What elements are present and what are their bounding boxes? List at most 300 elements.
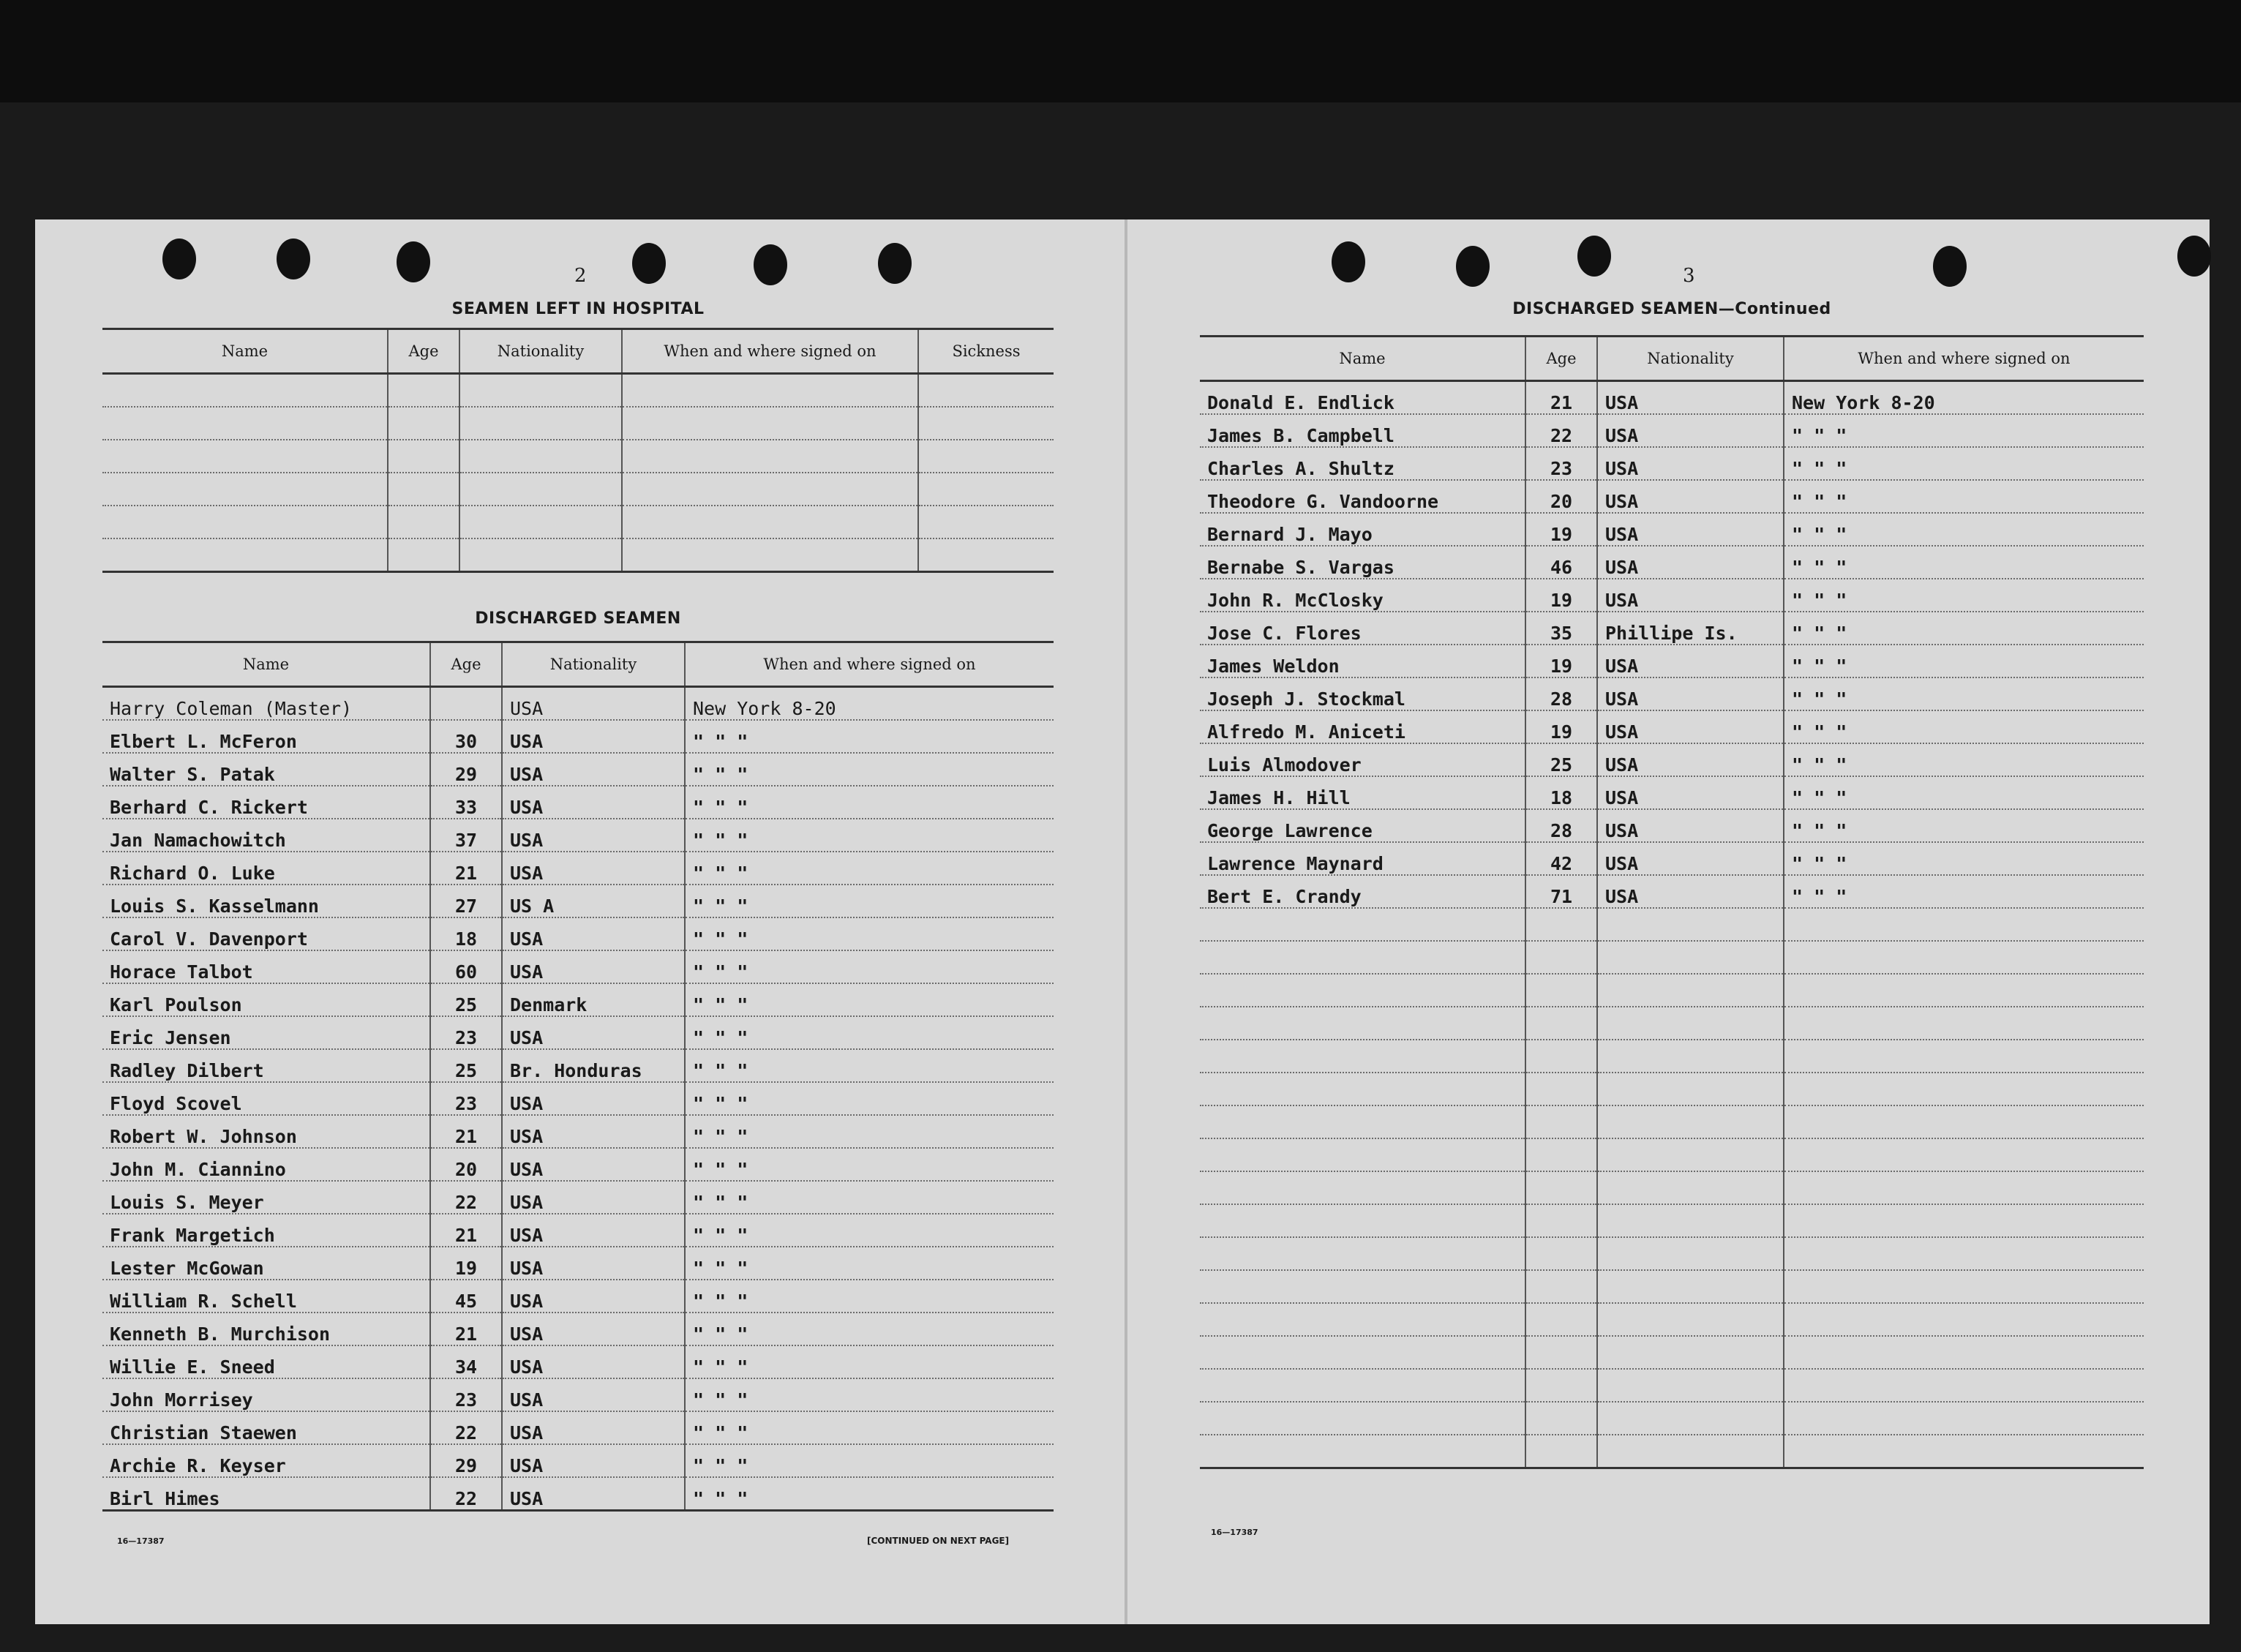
cell-signed-on: " " "	[685, 1181, 1054, 1214]
cell-nationality: USA	[502, 852, 685, 885]
cell-signed-on: " " "	[685, 885, 1054, 917]
discharged-table	[102, 641, 1054, 1512]
cell-age: 37	[430, 819, 502, 852]
cell-nationality: USA	[502, 1148, 685, 1181]
table-row	[102, 1115, 1054, 1148]
cell-age: 18	[430, 917, 502, 950]
cell-nationality	[1597, 1007, 1784, 1040]
cell-signed-on: " " "	[1784, 546, 2144, 579]
hospital-section-title: SEAMEN LEFT IN HOSPITAL	[451, 300, 705, 318]
cell-signed-on	[1784, 974, 2144, 1007]
cell-age: 45	[430, 1280, 502, 1313]
cell-age: 21	[1525, 381, 1597, 415]
cell-signed-on: " " "	[685, 1444, 1054, 1477]
cell-age: 28	[1525, 809, 1597, 842]
table-row	[1200, 1171, 2144, 1204]
column-header-signed-on: When and where signed on	[1784, 337, 2144, 381]
cell-name	[1200, 1237, 1525, 1270]
cell-nationality: USA	[1597, 677, 1784, 710]
cell-name: John M. Ciannino	[102, 1148, 430, 1181]
discharged-section-title: DISCHARGED SEAMEN	[475, 609, 681, 628]
punch-hole	[1456, 246, 1490, 287]
cell-nationality: USA	[1597, 546, 1784, 579]
table-row	[1200, 677, 2144, 710]
cell-age	[1525, 908, 1597, 941]
cell-name: Elbert L. McFeron	[102, 720, 430, 753]
column-header-name: Name	[102, 329, 388, 374]
table-row	[1200, 579, 2144, 612]
cell-name	[1200, 1171, 1525, 1204]
cell-name	[1200, 1105, 1525, 1138]
cell-name: Christian Staewen	[102, 1411, 430, 1444]
cell-nationality	[1597, 1171, 1784, 1204]
cell-signed-on	[1784, 1336, 2144, 1369]
table-row	[1200, 612, 2144, 645]
cell-nationality: Denmark	[502, 983, 685, 1016]
cell-signed-on: " " "	[685, 720, 1054, 753]
cell-signed-on: " " "	[1784, 809, 2144, 842]
cell-nationality	[1597, 1204, 1784, 1237]
punch-hole	[2177, 236, 2211, 277]
cell-age: 21	[430, 1115, 502, 1148]
cell-name: Karl Poulson	[102, 983, 430, 1016]
cell-signed-on: " " "	[1784, 776, 2144, 809]
hospital-table	[102, 328, 1054, 573]
cell-age	[1525, 1237, 1597, 1270]
cell-signed-on: New York 8-20	[685, 687, 1054, 721]
cell-signed-on	[1784, 1105, 2144, 1138]
cell-age	[1525, 1270, 1597, 1303]
cell-name: Theodore G. Vandoorne	[1200, 480, 1525, 513]
cell-nationality: USA	[502, 1082, 685, 1115]
table-row	[1200, 381, 2144, 415]
cell-signed-on	[1784, 1171, 2144, 1204]
column-header-age: Age	[430, 642, 502, 687]
cell-name: Birl Himes	[102, 1477, 430, 1511]
table-row	[1200, 1007, 2144, 1040]
cell-signed-on	[1784, 1040, 2144, 1073]
cell-signed-on: " " "	[685, 1345, 1054, 1378]
table-row	[1200, 1369, 2144, 1402]
cell-age: 25	[430, 983, 502, 1016]
table-row	[102, 1411, 1054, 1444]
cell-name: Eric Jensen	[102, 1016, 430, 1049]
cell-nationality: USA	[502, 1378, 685, 1411]
table-row	[1200, 447, 2144, 480]
table-row	[102, 1280, 1054, 1313]
cell-nationality: USA	[1597, 743, 1784, 776]
cell-signed-on: " " "	[1784, 677, 2144, 710]
cell-signed-on: " " "	[685, 753, 1054, 786]
cell-name	[1200, 1270, 1525, 1303]
cell-nationality: USA	[1597, 447, 1784, 480]
cell-name: Alfredo M. Aniceti	[1200, 710, 1525, 743]
cell-nationality: USA	[502, 1313, 685, 1345]
cell-age	[1525, 1138, 1597, 1171]
table-row	[102, 407, 1054, 440]
cell-age	[1525, 1105, 1597, 1138]
cell-signed-on: " " "	[685, 1049, 1054, 1082]
cell-nationality: USA	[1597, 809, 1784, 842]
cell-age	[1525, 1073, 1597, 1105]
table-row	[1200, 414, 2144, 447]
cell-nationality: USA	[1597, 776, 1784, 809]
table-row	[1200, 743, 2144, 776]
cell-signed-on	[1784, 1073, 2144, 1105]
table-row	[102, 538, 1054, 572]
cell-name: John R. McClosky	[1200, 579, 1525, 612]
cell-nationality	[1597, 1336, 1784, 1369]
cell-signed-on: " " "	[1784, 645, 2144, 677]
table-row	[102, 885, 1054, 917]
cell-age: 42	[1525, 842, 1597, 875]
cell-name: Floyd Scovel	[102, 1082, 430, 1115]
cell-signed-on: " " "	[1784, 875, 2144, 908]
cell-nationality: USA	[502, 1247, 685, 1280]
table-row	[102, 983, 1054, 1016]
table-row	[102, 1444, 1054, 1477]
punch-hole	[277, 239, 310, 279]
cell-name	[1200, 1369, 1525, 1402]
table-row	[102, 1345, 1054, 1378]
table-row	[1200, 1435, 2144, 1468]
column-header-name: Name	[1200, 337, 1525, 381]
table-row	[102, 1049, 1054, 1082]
cell-name	[1200, 1007, 1525, 1040]
table-row	[1200, 1105, 2144, 1138]
table-row	[102, 852, 1054, 885]
cell-name: James Weldon	[1200, 645, 1525, 677]
cell-age: 71	[1525, 875, 1597, 908]
cell-signed-on: " " "	[1784, 414, 2144, 447]
cell-signed-on: " " "	[1784, 710, 2144, 743]
cell-nationality: USA	[502, 1444, 685, 1477]
cell-signed-on: " " "	[1784, 579, 2144, 612]
table-row	[102, 440, 1054, 473]
cell-age	[1525, 1402, 1597, 1435]
book-gutter	[1125, 219, 1127, 1624]
cell-nationality: USA	[502, 1411, 685, 1444]
table-row	[102, 753, 1054, 786]
cell-signed-on	[1784, 908, 2144, 941]
cell-name: Louis S. Kasselmann	[102, 885, 430, 917]
cell-age	[1525, 1007, 1597, 1040]
cell-age: 22	[430, 1477, 502, 1511]
cell-age: 23	[430, 1016, 502, 1049]
discharged-rows	[102, 687, 1054, 1511]
cell-name	[1200, 1336, 1525, 1369]
table-row	[102, 1082, 1054, 1115]
cell-nationality	[1597, 1369, 1784, 1402]
cell-age: 19	[430, 1247, 502, 1280]
cell-signed-on: " " "	[685, 1411, 1054, 1444]
form-number: 16—17387	[117, 1536, 165, 1546]
cell-name: Archie R. Keyser	[102, 1444, 430, 1477]
table-row	[1200, 842, 2144, 875]
cell-age	[430, 687, 502, 721]
cell-age: 21	[430, 1313, 502, 1345]
table-row	[1200, 645, 2144, 677]
continued-note: [CONTINUED ON NEXT PAGE]	[867, 1536, 1010, 1546]
column-header-nationality: Nationality	[502, 642, 685, 687]
cell-nationality	[1597, 1073, 1784, 1105]
cell-signed-on	[1784, 1270, 2144, 1303]
cell-age: 60	[430, 950, 502, 983]
column-header-age: Age	[1525, 337, 1597, 381]
cell-age: 23	[430, 1082, 502, 1115]
cell-nationality: USA	[502, 1181, 685, 1214]
cell-nationality: USA	[502, 1280, 685, 1313]
cell-nationality	[1597, 1435, 1784, 1468]
table-row	[1200, 1402, 2144, 1435]
cell-age: 22	[1525, 414, 1597, 447]
cell-nationality: USA	[502, 819, 685, 852]
cell-name: Willie E. Sneed	[102, 1345, 430, 1378]
table-row	[102, 950, 1054, 983]
table-row	[102, 1214, 1054, 1247]
cell-signed-on: " " "	[1784, 513, 2144, 546]
cell-name: Carol V. Davenport	[102, 917, 430, 950]
table-row	[1200, 1040, 2144, 1073]
cell-name: Jose C. Flores	[1200, 612, 1525, 645]
cell-name	[1200, 1204, 1525, 1237]
table-row	[102, 1477, 1054, 1511]
cell-signed-on: " " "	[1784, 842, 2144, 875]
cell-nationality: USA	[502, 1016, 685, 1049]
cell-age	[1525, 1369, 1597, 1402]
table-row	[1200, 776, 2144, 809]
cell-nationality	[1597, 941, 1784, 974]
cell-nationality	[1597, 1105, 1784, 1138]
cell-signed-on: " " "	[685, 1280, 1054, 1313]
punch-hole	[1577, 236, 1611, 277]
cell-signed-on: " " "	[1784, 480, 2144, 513]
cell-nationality	[1597, 1237, 1784, 1270]
cell-nationality: USA	[502, 917, 685, 950]
cell-age: 29	[430, 1444, 502, 1477]
punch-hole	[1933, 246, 1967, 287]
table-row	[102, 819, 1054, 852]
cell-nationality: USA	[502, 1115, 685, 1148]
column-header-signed-on: When and where signed on	[622, 329, 918, 374]
table-row	[102, 917, 1054, 950]
cell-name: James H. Hill	[1200, 776, 1525, 809]
cell-name: Harry Coleman (Master)	[102, 687, 430, 721]
cell-name	[1200, 1402, 1525, 1435]
table-row	[1200, 546, 2144, 579]
cell-age	[1525, 1040, 1597, 1073]
cell-signed-on: " " "	[685, 950, 1054, 983]
cell-name: Lester McGowan	[102, 1247, 430, 1280]
cell-signed-on	[1784, 1204, 2144, 1237]
cell-name: Donald E. Endlick	[1200, 381, 1525, 415]
cell-nationality: USA	[502, 720, 685, 753]
cell-age: 34	[430, 1345, 502, 1378]
page-number: 3	[1683, 265, 1695, 287]
cell-age: 46	[1525, 546, 1597, 579]
cell-signed-on: " " "	[685, 1378, 1054, 1411]
cell-name	[1200, 1040, 1525, 1073]
table-row	[1200, 941, 2144, 974]
cell-name: Bernard J. Mayo	[1200, 513, 1525, 546]
cell-age: 22	[430, 1411, 502, 1444]
cell-nationality: USA	[1597, 875, 1784, 908]
cell-nationality	[1597, 1270, 1784, 1303]
cell-signed-on	[1784, 1435, 2144, 1468]
punch-hole	[878, 243, 912, 284]
discharged-continued-rows	[1200, 381, 2144, 1468]
cell-age: 25	[430, 1049, 502, 1082]
cell-age: 19	[1525, 579, 1597, 612]
cell-signed-on: " " "	[685, 1477, 1054, 1511]
cell-nationality: USA	[1597, 842, 1784, 875]
cell-signed-on: " " "	[685, 819, 1054, 852]
cell-name: Richard O. Luke	[102, 852, 430, 885]
cell-signed-on: " " "	[685, 1082, 1054, 1115]
cell-age	[1525, 1336, 1597, 1369]
cell-age: 19	[1525, 645, 1597, 677]
cell-age: 18	[1525, 776, 1597, 809]
hospital-rows	[102, 374, 1054, 572]
cell-age	[1525, 1204, 1597, 1237]
cell-nationality: USA	[1597, 579, 1784, 612]
table-row	[1200, 908, 2144, 941]
cell-age: 23	[430, 1378, 502, 1411]
cell-name: Radley Dilbert	[102, 1049, 430, 1082]
cell-age: 27	[430, 885, 502, 917]
cell-signed-on: " " "	[685, 917, 1054, 950]
cell-name: Berhard C. Rickert	[102, 786, 430, 819]
scanner-background	[0, 0, 2241, 102]
cell-signed-on: " " "	[685, 1016, 1054, 1049]
cell-age: 20	[1525, 480, 1597, 513]
punch-hole	[754, 244, 787, 285]
cell-age: 33	[430, 786, 502, 819]
cell-signed-on: " " "	[1784, 612, 2144, 645]
cell-signed-on: " " "	[1784, 447, 2144, 480]
column-header-sickness: Sickness	[918, 329, 1054, 374]
cell-signed-on: " " "	[1784, 743, 2144, 776]
punch-hole	[162, 239, 196, 279]
cell-nationality: US A	[502, 885, 685, 917]
cell-age	[1525, 941, 1597, 974]
table-row	[1200, 710, 2144, 743]
discharged-continued-title: DISCHARGED SEAMEN—Continued	[1512, 300, 1831, 318]
cell-age: 28	[1525, 677, 1597, 710]
cell-signed-on: " " "	[685, 1115, 1054, 1148]
cell-nationality: USA	[502, 753, 685, 786]
cell-age	[1525, 1303, 1597, 1336]
cell-name	[1200, 974, 1525, 1007]
cell-signed-on: " " "	[685, 1247, 1054, 1280]
cell-signed-on: " " "	[685, 852, 1054, 885]
cell-nationality: USA	[502, 1345, 685, 1378]
column-header-nationality: Nationality	[459, 329, 622, 374]
column-header-nationality: Nationality	[1597, 337, 1784, 381]
cell-age: 25	[1525, 743, 1597, 776]
cell-nationality: USA	[1597, 414, 1784, 447]
cell-name: George Lawrence	[1200, 809, 1525, 842]
cell-signed-on: " " "	[685, 1313, 1054, 1345]
cell-nationality: USA	[1597, 513, 1784, 546]
cell-name	[1200, 1435, 1525, 1468]
cell-signed-on	[1784, 1138, 2144, 1171]
cell-signed-on	[1784, 1369, 2144, 1402]
cell-nationality: USA	[502, 687, 685, 721]
table-row	[102, 687, 1054, 721]
column-header-name: Name	[102, 642, 430, 687]
table-row	[102, 506, 1054, 538]
cell-age	[1525, 1171, 1597, 1204]
cell-name	[1200, 1073, 1525, 1105]
table-row	[1200, 1138, 2144, 1171]
cell-nationality: USA	[502, 950, 685, 983]
cell-age: 23	[1525, 447, 1597, 480]
cell-name: Louis S. Meyer	[102, 1181, 430, 1214]
table-row	[1200, 1237, 2144, 1270]
column-header-age: Age	[388, 329, 459, 374]
cell-nationality: USA	[1597, 480, 1784, 513]
cell-nationality	[1597, 1402, 1784, 1435]
cell-signed-on	[1784, 941, 2144, 974]
cell-age: 29	[430, 753, 502, 786]
table-row	[102, 1378, 1054, 1411]
cell-nationality: USA	[502, 786, 685, 819]
cell-name: James B. Campbell	[1200, 414, 1525, 447]
table-row	[102, 374, 1054, 408]
cell-age: 21	[430, 852, 502, 885]
cell-nationality: USA	[502, 1477, 685, 1511]
cell-name: John Morrisey	[102, 1378, 430, 1411]
cell-age: 21	[430, 1214, 502, 1247]
table-row	[102, 1181, 1054, 1214]
cell-signed-on	[1784, 1402, 2144, 1435]
cell-name: Charles A. Shultz	[1200, 447, 1525, 480]
cell-nationality	[1597, 974, 1784, 1007]
cell-nationality: Phillipe Is.	[1597, 612, 1784, 645]
cell-name: Walter S. Patak	[102, 753, 430, 786]
cell-signed-on	[1784, 1303, 2144, 1336]
cell-signed-on: " " "	[685, 786, 1054, 819]
cell-name	[1200, 908, 1525, 941]
cell-signed-on: " " "	[685, 1214, 1054, 1247]
table-row	[102, 720, 1054, 753]
table-row	[102, 1313, 1054, 1345]
discharged-continued-table	[1200, 335, 2144, 1469]
cell-age	[1525, 1435, 1597, 1468]
table-row	[1200, 513, 2144, 546]
cell-age	[1525, 974, 1597, 1007]
cell-age: 19	[1525, 710, 1597, 743]
cell-nationality	[1597, 1303, 1784, 1336]
table-row	[102, 786, 1054, 819]
cell-signed-on	[1784, 1007, 2144, 1040]
cell-signed-on: New York 8-20	[1784, 381, 2144, 415]
cell-nationality	[1597, 908, 1784, 941]
punch-hole	[397, 241, 430, 282]
cell-signed-on	[1784, 1237, 2144, 1270]
cell-name: Frank Margetich	[102, 1214, 430, 1247]
page-number: 2	[574, 265, 587, 287]
table-row	[1200, 875, 2144, 908]
cell-name	[1200, 1138, 1525, 1171]
cell-name: Robert W. Johnson	[102, 1115, 430, 1148]
cell-nationality	[1597, 1040, 1784, 1073]
table-row	[102, 1148, 1054, 1181]
cell-age: 19	[1525, 513, 1597, 546]
cell-age: 35	[1525, 612, 1597, 645]
cell-signed-on: " " "	[685, 983, 1054, 1016]
